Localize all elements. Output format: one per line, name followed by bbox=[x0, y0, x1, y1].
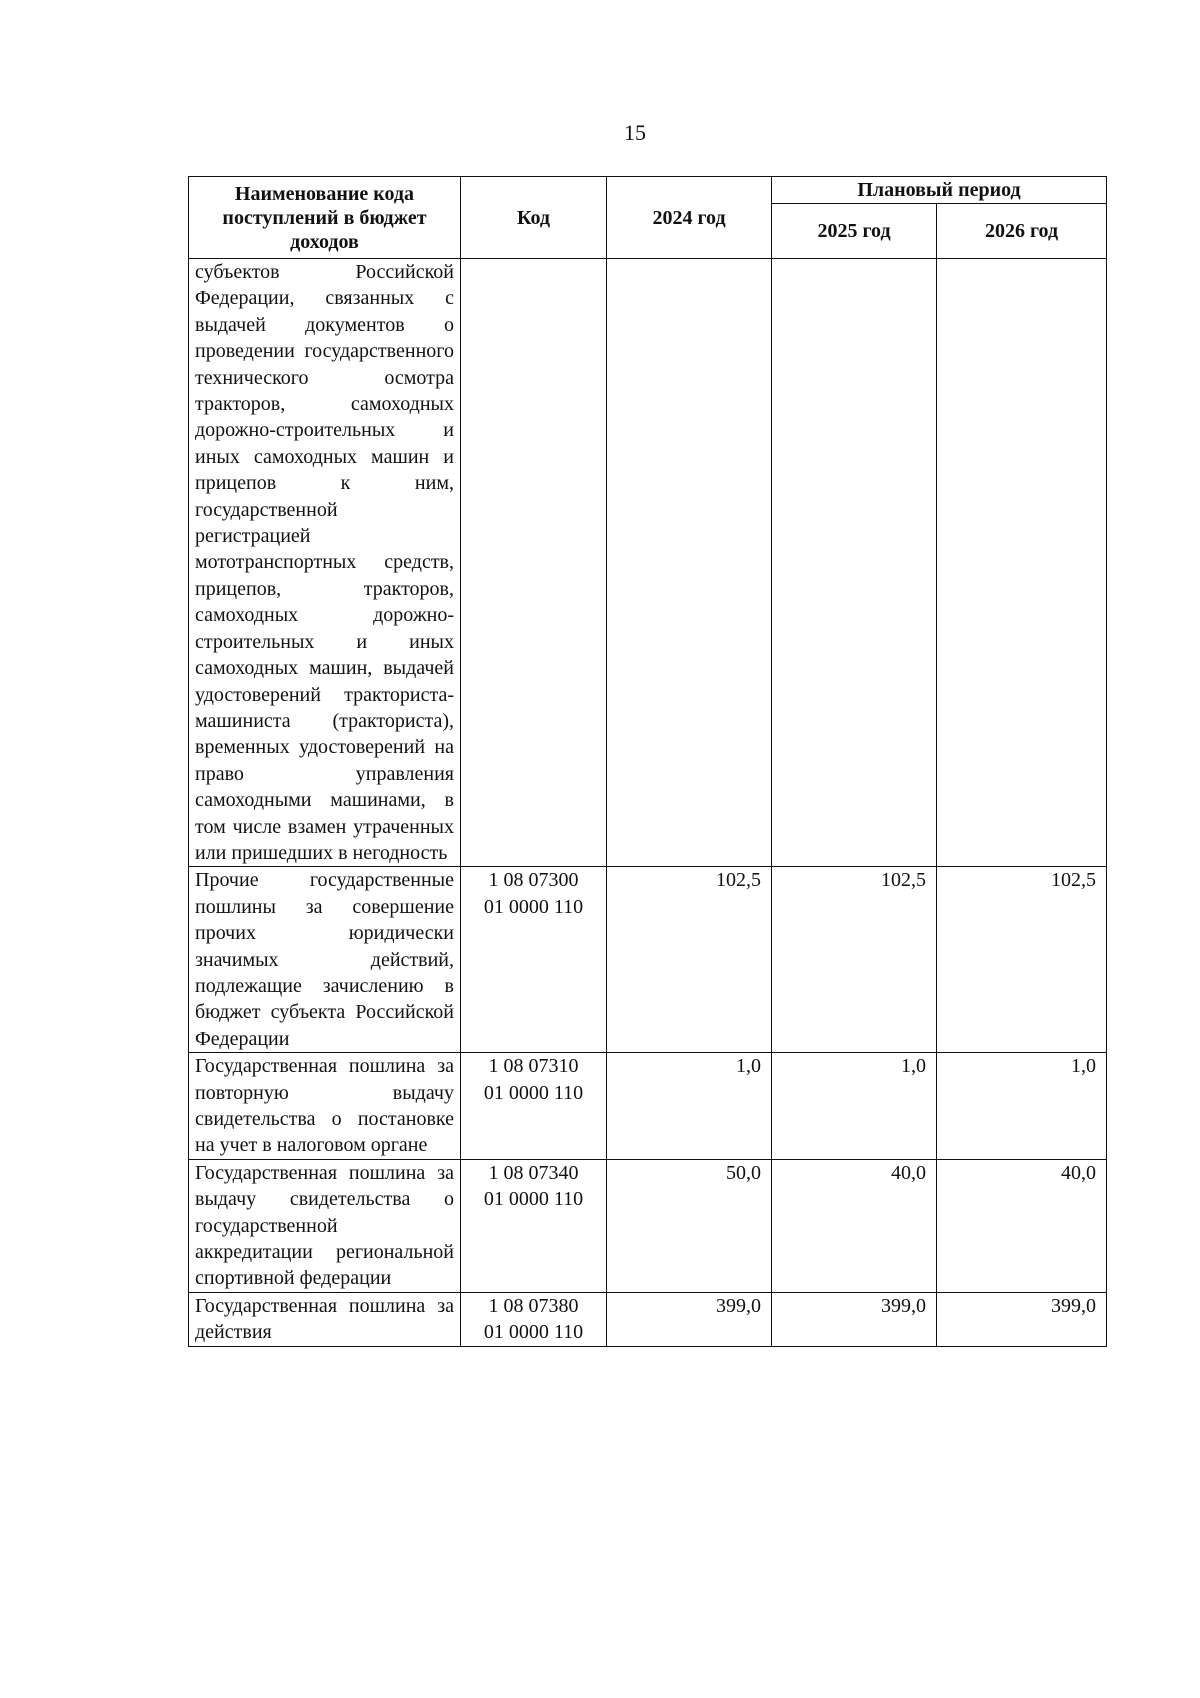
table-row bbox=[189, 1292, 1107, 1346]
table-body bbox=[189, 259, 1107, 1347]
row-value-2026 bbox=[937, 259, 1107, 867]
row-code: 1 08 07300 01 0000 110 bbox=[461, 867, 607, 1053]
header-year-2025: 2025 год bbox=[772, 204, 937, 259]
row-value-2025: 1,0 bbox=[772, 1053, 937, 1160]
row-name: Государственная пошлина за выдачу свидетельства о государственной аккредитации региональной спортивной федерации bbox=[189, 1159, 461, 1292]
row-value-2024 bbox=[607, 259, 772, 867]
row-name: Прочие государственные пошлины за совершение прочих юридически значимых действий, подлежащие зачислению в бюджет субъекта Российской Федерации bbox=[189, 867, 461, 1053]
revenue-table bbox=[188, 176, 1107, 1347]
row-value-2026: 1,0 bbox=[937, 1053, 1107, 1160]
table-header bbox=[189, 177, 1107, 259]
row-value-2024: 1,0 bbox=[607, 1053, 772, 1160]
row-value-2024: 399,0 bbox=[607, 1292, 772, 1346]
table-row bbox=[189, 259, 1107, 867]
row-value-2026: 102,5 bbox=[937, 867, 1107, 1053]
header-year-2026: 2026 год bbox=[937, 204, 1107, 259]
table-row bbox=[189, 1053, 1107, 1160]
row-value-2026: 399,0 bbox=[937, 1292, 1107, 1346]
row-value-2026: 40,0 bbox=[937, 1159, 1107, 1292]
row-value-2025: 102,5 bbox=[772, 867, 937, 1053]
table-row bbox=[189, 867, 1107, 1053]
row-value-2024: 102,5 bbox=[607, 867, 772, 1053]
row-code bbox=[461, 259, 607, 867]
row-value-2025 bbox=[772, 259, 937, 867]
row-name: Государственная пошлина за повторную выдачу свидетельства о постановке на учет в налоговом органе bbox=[189, 1053, 461, 1160]
row-value-2025: 40,0 bbox=[772, 1159, 937, 1292]
row-value-2024: 50,0 bbox=[607, 1159, 772, 1292]
header-year-2024: 2024 год bbox=[607, 177, 772, 259]
header-code: Код bbox=[461, 177, 607, 259]
row-name: субъектов Российской Федерации, связанных с выдачей документов о проведении государственного технического осмотра тракторов, самоходных дорожно-строительных и иных самоходных машин и прицепов к ним, государственной регистрацией мототранспортных средств, прицепов, тракторов, самоходных дорожно-строительных и иных самоходных машин, выдачей удостоверений тракториста-машиниста (тракториста), временных удостоверений на право управления самоходными машинами, в том числе взамен утраченных или пришедших в негодность bbox=[189, 259, 461, 867]
header-planned-period: Плановый период bbox=[772, 177, 1107, 204]
row-code: 1 08 07380 01 0000 110 bbox=[461, 1292, 607, 1346]
header-name: Наименование кода поступлений в бюджет доходов bbox=[189, 177, 461, 259]
row-value-2025: 399,0 bbox=[772, 1292, 937, 1346]
page-number: 15 bbox=[624, 120, 646, 145]
row-code: 1 08 07340 01 0000 110 bbox=[461, 1159, 607, 1292]
row-code: 1 08 07310 01 0000 110 bbox=[461, 1053, 607, 1160]
table-row bbox=[189, 1159, 1107, 1292]
row-name: Государственная пошлина за действия bbox=[189, 1292, 461, 1346]
